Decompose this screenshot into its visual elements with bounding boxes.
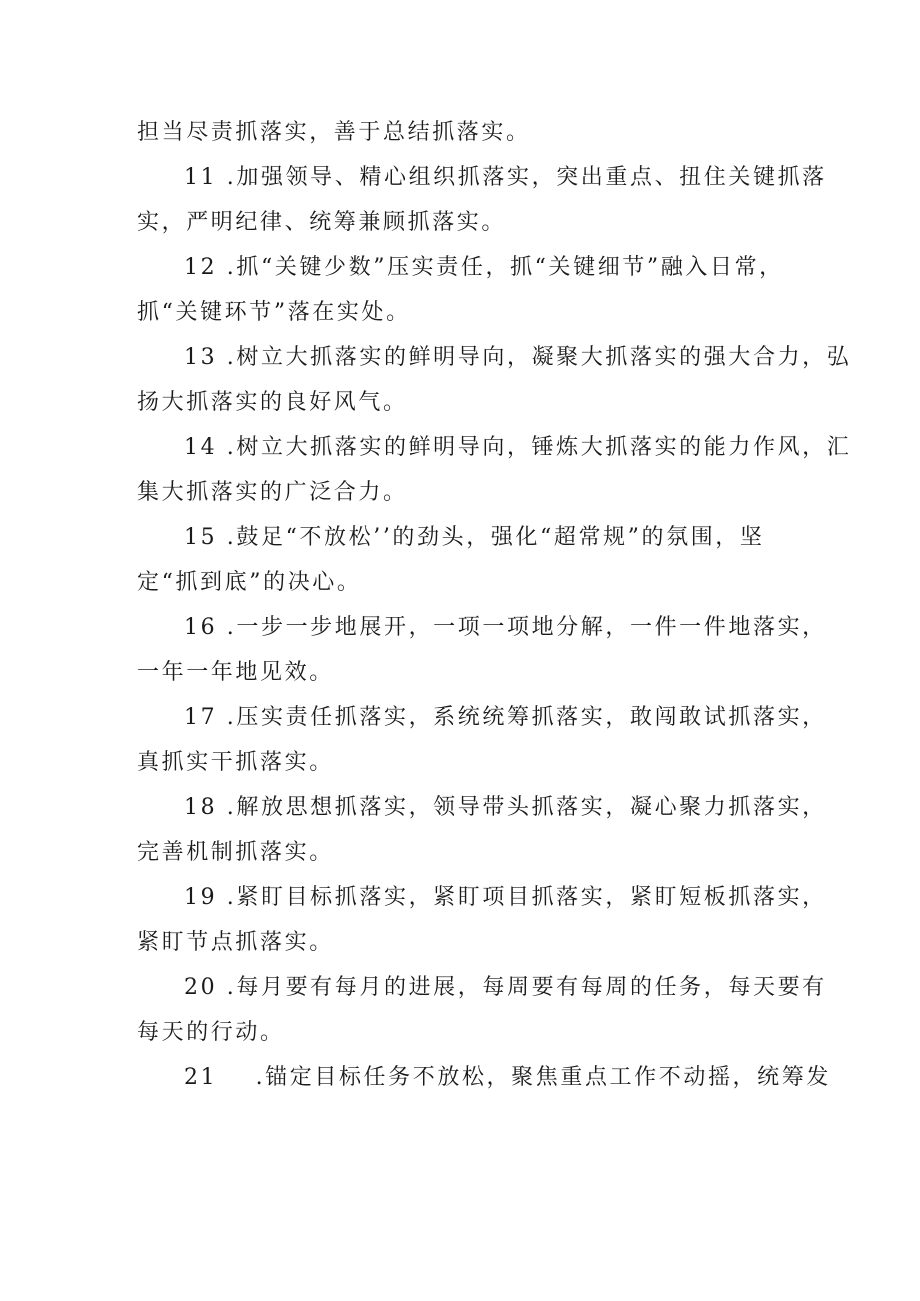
text-line: 19 .紧盯目标抓落实，紧盯项目抓落实，紧盯短板抓落实， [184, 885, 827, 910]
text-line: 紧盯节点抓落实。 [137, 930, 334, 955]
text-line: 12 .抓“关键少数”压实责任，抓“关键细节”融入日常， [184, 255, 784, 280]
text-line: 定“抓到底”的决心。 [137, 570, 362, 595]
text-line: 抓“关键环节”落在实处。 [137, 300, 411, 325]
text-line: 集大抓落实的广泛合力。 [137, 480, 408, 505]
text-line: 扬大抓落实的良好风气。 [137, 390, 408, 415]
text-line: 20 .每月要有每月的进展，每周要有每周的任务，每天要有 [184, 975, 827, 1000]
text-line: 担当尽责抓落实，善于总结抓落实。 [137, 120, 531, 145]
text-line: 21 .锚定目标任务不放松，聚焦重点工作不动摇，统筹发 [184, 1065, 831, 1090]
text-line: 13 .树立大抓落实的鲜明导向，凝聚大抓落实的强大合力，弘 [184, 345, 852, 370]
text-line: 15 .鼓足“不放松’’的劲头，强化“超常规”的氛围，坚 [184, 525, 765, 550]
text-line: 完善机制抓落实。 [137, 840, 334, 865]
text-line: 一年一年地见效。 [137, 660, 334, 685]
text-line: 11 .加强领导、精心组织抓落实，突出重点、扭住关键抓落 [184, 165, 827, 190]
text-line: 真抓实干抓落实。 [137, 750, 334, 775]
text-line: 每天的行动。 [137, 1020, 285, 1045]
text-line: 17 .压实责任抓落实，系统统筹抓落实，敢闯敢试抓落实， [184, 705, 827, 730]
text-line: 16 .一步一步地展开，一项一项地分解，一件一件地落实， [184, 615, 827, 640]
text-line: 实，严明纪律、统筹兼顾抓落实。 [137, 210, 507, 235]
text-line: 18 .解放思想抓落实，领导带头抓落实，凝心聚力抓落实， [184, 795, 827, 820]
text-line: 14 .树立大抓落实的鲜明导向，锤炼大抓落实的能力作风，汇 [184, 435, 852, 460]
